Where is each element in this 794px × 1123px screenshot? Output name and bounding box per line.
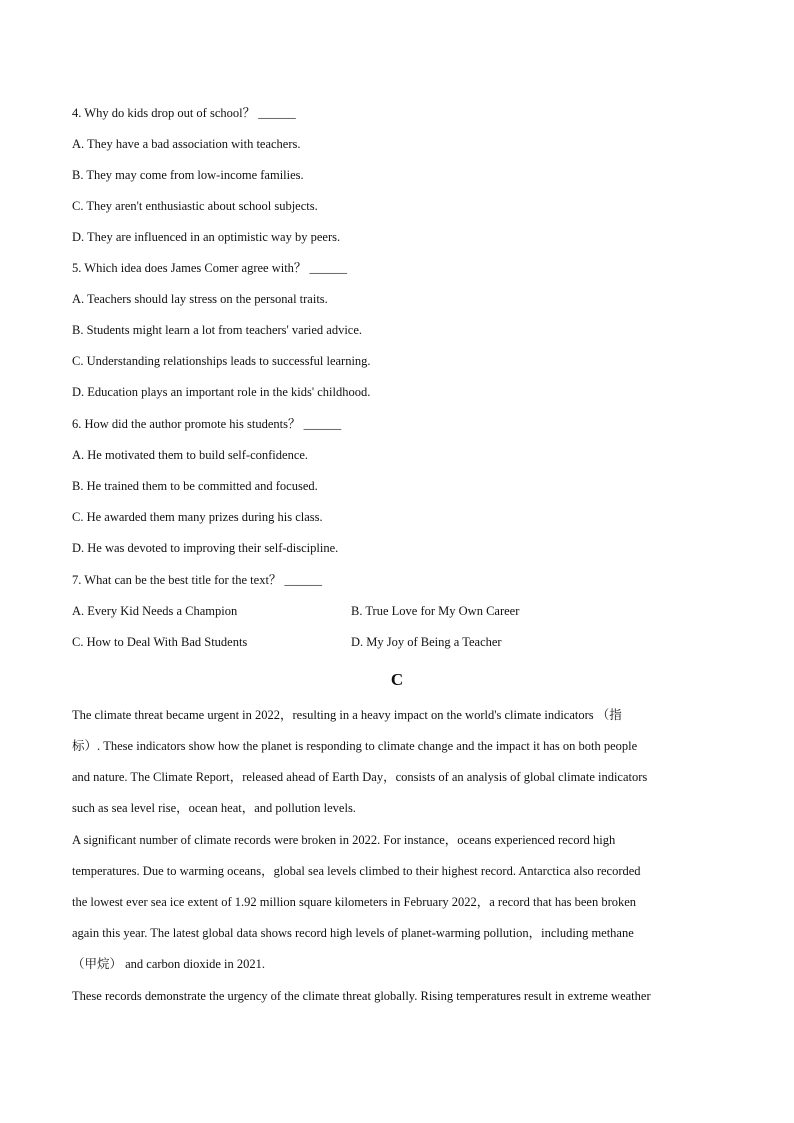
- passage-line: and nature. The Climate Report，released ahead of Earth Day，consists of an analysis of global climate indicators: [72, 770, 648, 784]
- question-4-option-b: B. They may come from low-income families.: [72, 168, 304, 182]
- question-7-option-d: D. My Joy of Being a Teacher: [351, 635, 502, 649]
- question-7-option-c: C. How to Deal With Bad Students: [72, 635, 248, 649]
- passage-line: 标）. These indicators show how the planet is responding to climate change and the impact it has on both people: [72, 739, 638, 753]
- question-6-option-a: A. He motivated them to build self-confidence.: [72, 448, 309, 462]
- passage-line: the lowest ever sea ice extent of 1.92 million square kilometers in February 2022，a record that has been broken: [72, 895, 637, 909]
- question-4-option-a: A. They have a bad association with teachers.: [72, 137, 301, 151]
- passage-line: （甲烷） and carbon dioxide in 2021.: [72, 957, 266, 971]
- question-6-option-d: D. He was devoted to improving their self-discipline.: [72, 541, 339, 555]
- question-5-option-c: C. Understanding relationships leads to successful learning.: [72, 354, 371, 368]
- question-4-stem: 4. Why do kids drop out of school？ ______: [72, 106, 296, 120]
- question-4-option-c: C. They aren't enthusiastic about school subjects.: [72, 199, 318, 213]
- question-5-option-d: D. Education plays an important role in the kids' childhood.: [72, 385, 371, 399]
- section-heading: C: [390, 670, 404, 689]
- question-7-option-a: A. Every Kid Needs a Champion: [72, 604, 238, 618]
- question-4-option-d: D. They are influenced in an optimistic way by peers.: [72, 230, 341, 244]
- question-6-option-c: C. He awarded them many prizes during his class.: [72, 510, 323, 524]
- passage-line: temperatures. Due to warming oceans，global sea levels climbed to their highest record. Antarctica also recorded: [72, 864, 641, 878]
- question-7-stem: 7. What can be the best title for the text？ ______: [72, 573, 323, 587]
- passage-line: such as sea level rise，ocean heat，and pollution levels.: [72, 801, 356, 815]
- question-5-stem: 5. Which idea does James Comer agree with？ ______: [72, 261, 348, 275]
- question-6-stem: 6. How did the author promote his students？ ______: [72, 417, 342, 431]
- question-5-option-b: B. Students might learn a lot from teachers' varied advice.: [72, 323, 363, 337]
- question-5-option-a: A. Teachers should lay stress on the personal traits.: [72, 292, 328, 306]
- question-7-option-b: B. True Love for My Own Career: [351, 604, 520, 618]
- passage-line: again this year. The latest global data shows record high levels of planet-warming pollution，including methane: [72, 926, 634, 940]
- passage-line: These records demonstrate the urgency of the climate threat globally. Rising temperatures result in extreme weather: [72, 989, 651, 1003]
- question-6-option-b: B. He trained them to be committed and focused.: [72, 479, 318, 493]
- passage-line: The climate threat became urgent in 2022，resulting in a heavy impact on the world's climate indicators （指: [72, 708, 622, 722]
- passage-line: A significant number of climate records were broken in 2022. For instance，oceans experienced record high: [72, 833, 616, 847]
